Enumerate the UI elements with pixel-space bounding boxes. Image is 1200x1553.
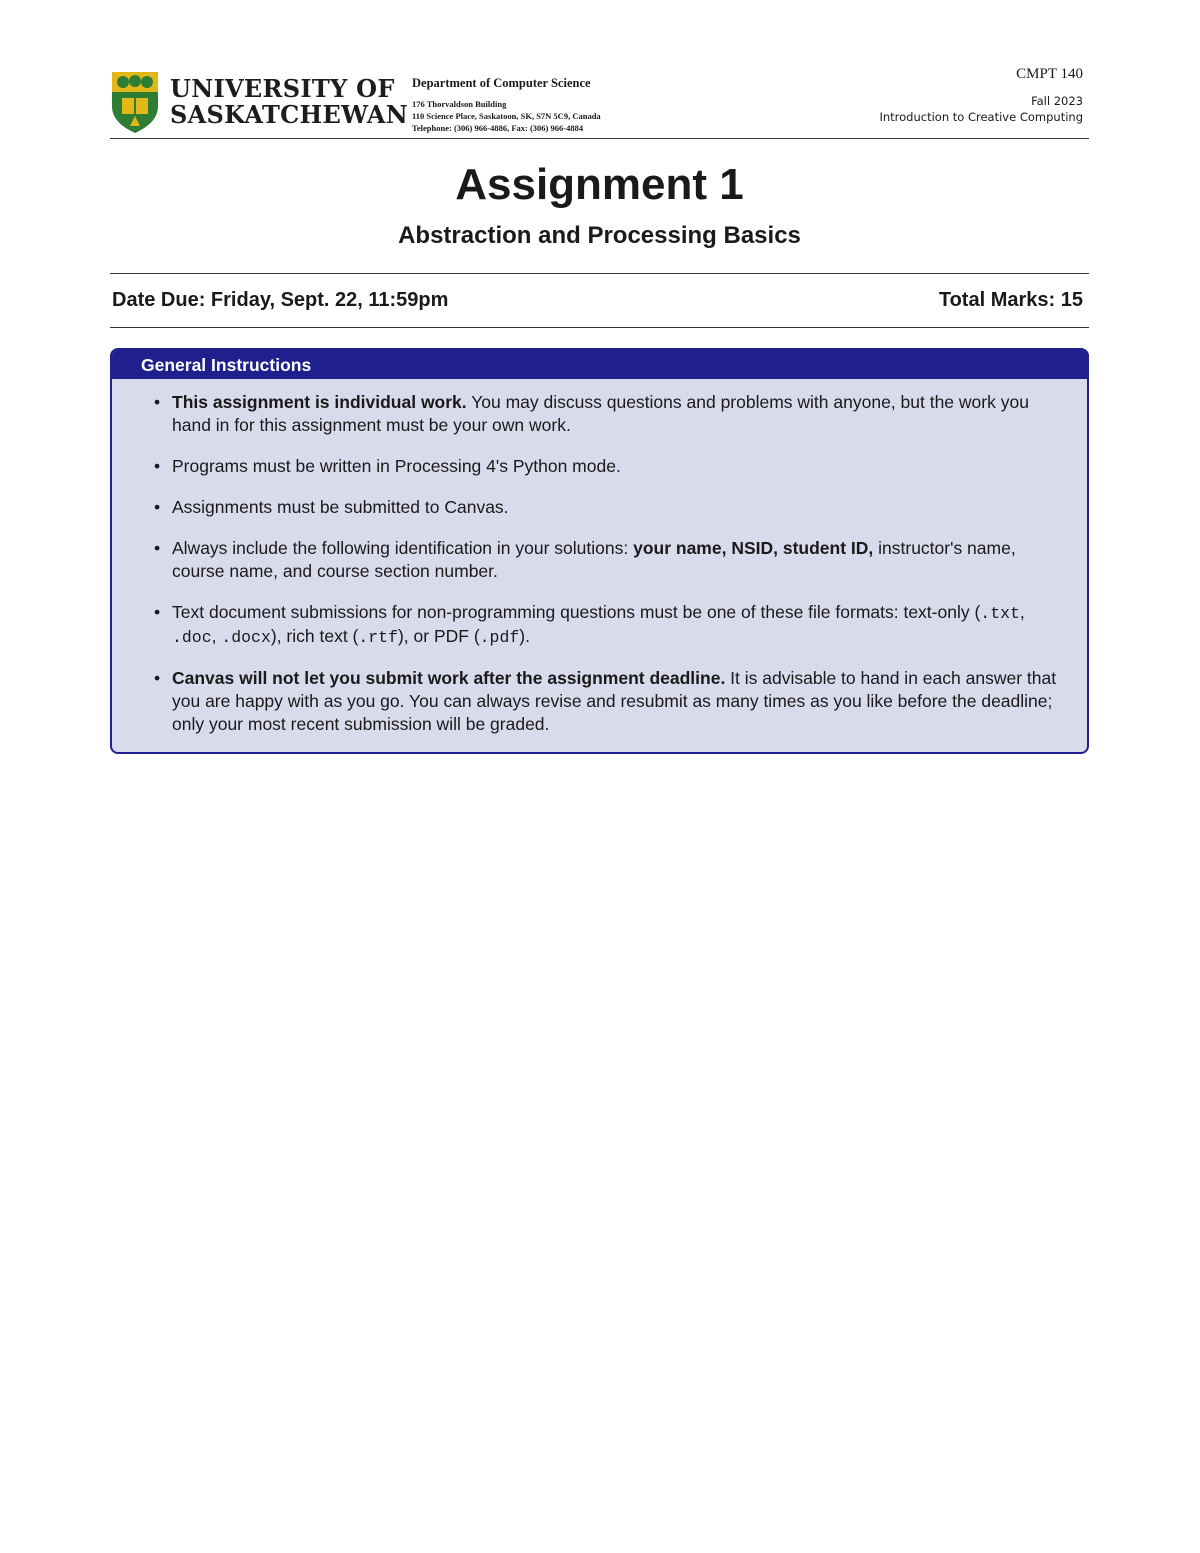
course-code: CMPT 140	[1016, 66, 1083, 82]
file-ext-code: .rtf	[358, 628, 398, 647]
list-item	[154, 537, 1057, 583]
item-text: Text document submissions for non-programming questions must be one of these file formats: text-only (	[172, 602, 981, 622]
instructions-box	[110, 348, 1089, 754]
instructions-heading: General Instructions	[112, 350, 1087, 379]
marks-label: Total Marks:	[938, 289, 1056, 311]
list-item	[154, 391, 1057, 437]
assignment-subtitle: Abstraction and Processing Basics	[398, 222, 801, 249]
department-info	[412, 76, 601, 134]
university-name-line1: UNIVERSITY OF	[170, 74, 395, 103]
bullet-icon: •	[154, 538, 161, 558]
course-info	[879, 66, 1083, 125]
department-name: Department of Computer Science	[412, 76, 591, 90]
bullet-icon: •	[154, 668, 161, 688]
item-text: ), rich text (	[270, 626, 359, 646]
item-bold: This assignment is individual work.	[172, 392, 467, 412]
address-line: 176 Thorvaldson Building	[412, 99, 507, 109]
bullet-icon: •	[154, 456, 161, 476]
document-page	[110, 62, 1089, 754]
due-marks-row	[110, 274, 1089, 327]
due-date	[112, 288, 448, 312]
term: Fall 2023	[1031, 94, 1083, 108]
item-text: You may discuss questions and problems with anyone, but the work you hand in for this assignment must be your own work.	[172, 392, 1029, 435]
address-line: 110 Science Place, Saskatoon, SK, S7N 5C9, Canada	[412, 111, 601, 121]
list-item	[154, 667, 1057, 736]
item-bold: Canvas will not let you submit work after the assignment deadline.	[172, 668, 726, 688]
item-text: Always include the following identification in your solutions:	[172, 538, 634, 558]
course-name: Introduction to Creative Computing	[879, 110, 1083, 124]
item-text: Assignments must be submitted to Canvas.	[172, 497, 509, 517]
file-ext-code: .txt	[980, 604, 1020, 623]
total-marks	[939, 288, 1083, 312]
university-name-line2: SASKATCHEWAN	[170, 100, 408, 129]
list-item	[154, 496, 1057, 519]
divider	[110, 138, 1089, 139]
shield-icon	[110, 70, 160, 134]
instructions-list	[112, 379, 1087, 752]
list-item	[154, 455, 1057, 478]
letterhead	[110, 62, 1089, 138]
address-line: Telephone: (306) 966-4886, Fax: (306) 966-4884	[412, 123, 584, 133]
item-text: It is advisable to hand in each answer that you are happy with as you go. You can always revise and resubmit as many times as you like before the deadline; only your most recent submission will be graded.	[172, 668, 1057, 734]
bullet-icon: •	[154, 392, 161, 412]
university-logo	[110, 70, 408, 134]
item-text: ,	[211, 626, 222, 646]
due-value: Friday, Sept. 22, 11:59pm	[210, 289, 449, 311]
bullet-icon: •	[154, 602, 161, 622]
file-ext-code: .docx	[221, 628, 271, 647]
marks-value: 15	[1060, 289, 1083, 311]
item-text: Programs must be written in Processing 4's Python mode.	[172, 456, 621, 476]
item-text: ).	[519, 626, 530, 646]
item-text: ,	[1019, 602, 1025, 622]
list-item	[154, 601, 1057, 649]
item-text: ), or PDF (	[397, 626, 480, 646]
due-label: Date Due:	[112, 289, 206, 311]
assignment-title: Assignment 1	[455, 160, 744, 209]
divider	[110, 327, 1089, 328]
file-ext-code: .doc	[172, 628, 212, 647]
file-ext-code: .pdf	[479, 628, 520, 647]
item-text: instructor's name, course name, and course section number.	[172, 538, 1016, 581]
university-name	[170, 76, 408, 128]
item-bold: your name, NSID, student ID,	[633, 538, 874, 558]
bullet-icon: •	[154, 497, 161, 517]
